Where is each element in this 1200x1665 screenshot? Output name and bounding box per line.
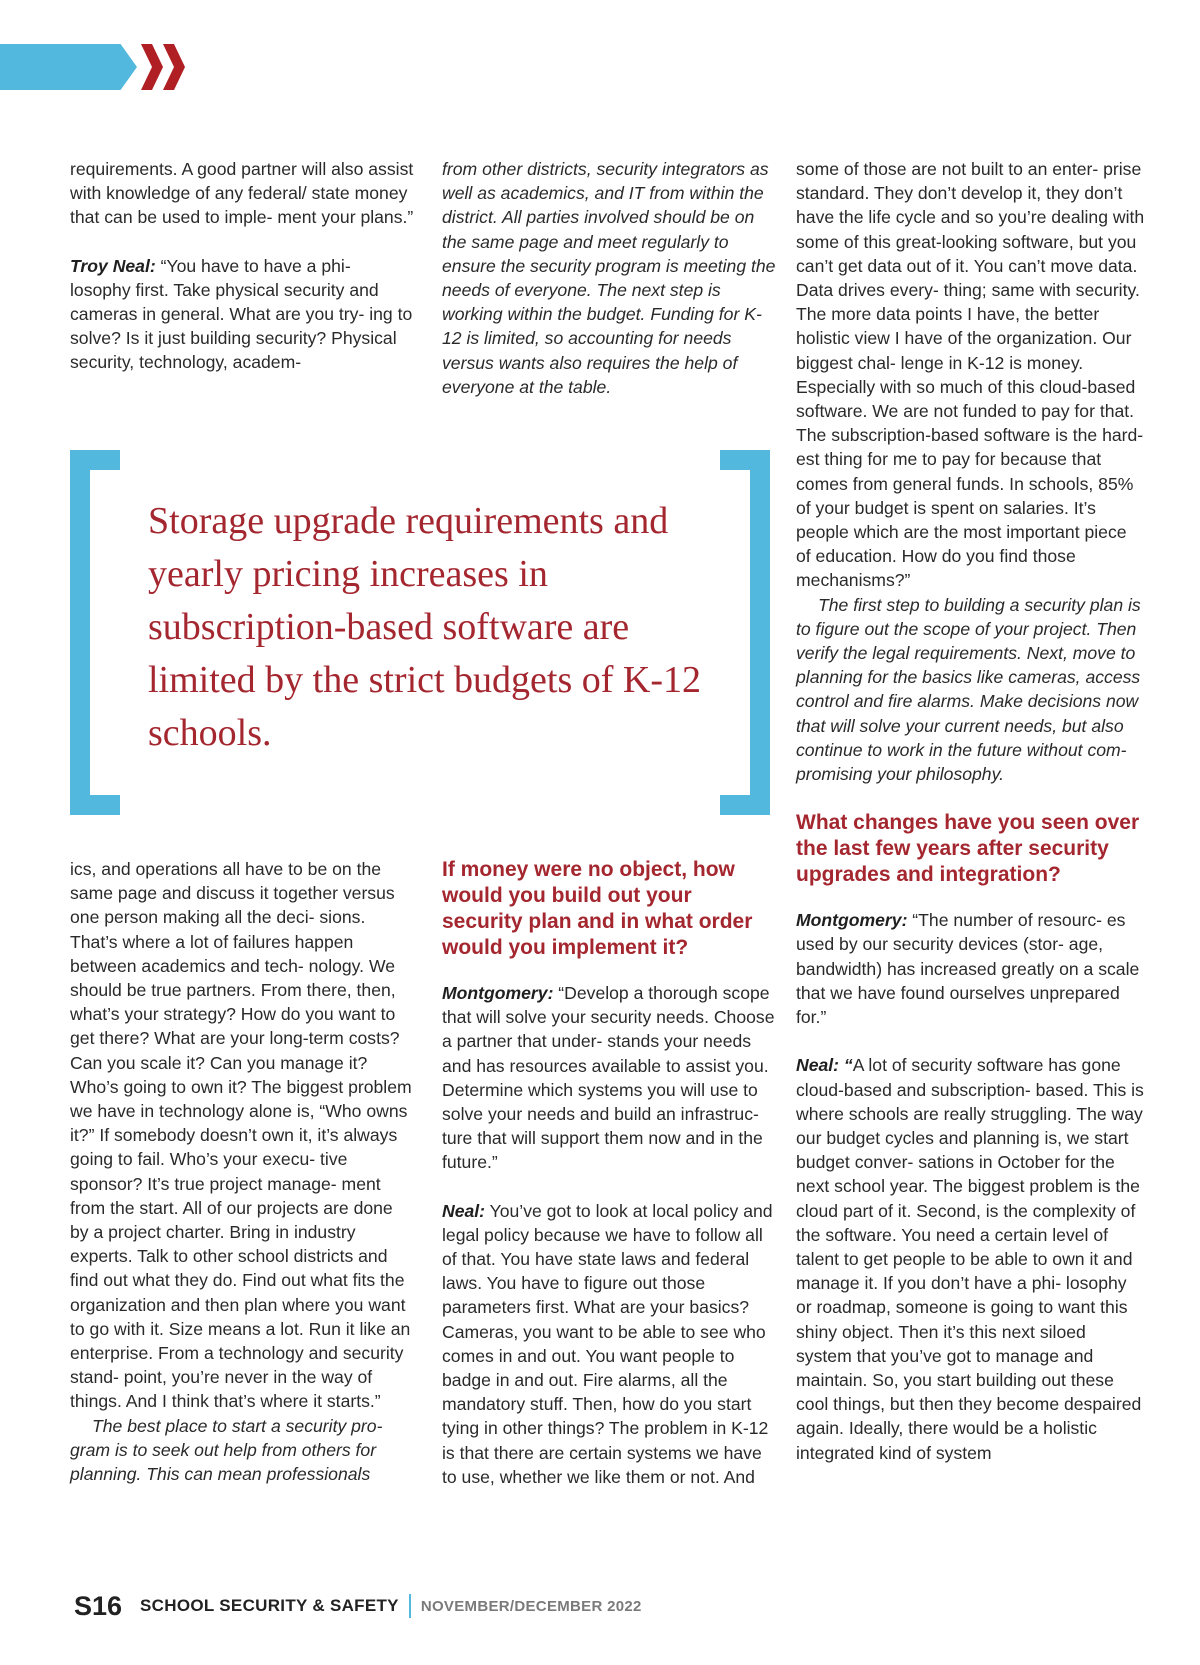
paragraph: ics, and operations all have to be on the same page and discuss it together versus one person making all the deci- sions. That’s where a lot of failures happen between academics and tech- nology. We should be true partners. From there, then, what’s your strategy? How do you want to get there? What are your long-term costs? Can you scale it? Can you manage it? Who’s going to own it? The biggest problem we have in technology alone is, “Who owns it?” If somebody doesn’t own it, it’s always going to fail. Who’s your execu- tive sponsor? It’s true project manage- ment from the start. All of our projects are done by a project charter. Bring in industry experts. Talk to other school districts and find out what they do. Find out what fits the organization and then plan where you want to go with it. Size means a lot. Run it like an enterprise. From a technology and security stand- point, you’re never in the way of things. And I think that’s where it starts.” — [70, 859, 412, 1412]
quote-text: A lot of security software has gone cloud-based and subscription- based. This is where schools are really struggling. The way our budget cycles and planning is, we start budget conver- sations in October for the next school year. The biggest problem is the cloud part of it. Second, is the complexity of the software. You need a certain level of talent to get people to be able to own it and manage it. If you don’t have a phi- losophy or roadmap, someone is going to want this shiny object. Then it’s this next siloed system that you’ve got to manage and maintain. So, you start building out these cool things, but then they become despaired again. Ideally, there would be a holistic integrated kind of system — [796, 1055, 1144, 1463]
column-1-top — [70, 157, 415, 375]
paragraph — [796, 908, 1146, 1029]
magazine-title: SCHOOL SECURITY & SAFETY — [140, 1596, 399, 1615]
paragraph: The first step to building a security plan is to figure out the scope of your project. Then verify the legal requirements. Next, move to planning for the basics like cameras, access control and fire alarms. Make decisions now that will solve your current needs, but also continue to work in the future without com- promising your philosophy. — [796, 594, 1141, 785]
speaker-name: Neal: “ — [796, 1055, 853, 1076]
paragraph — [442, 1199, 777, 1489]
footer-divider — [409, 1594, 411, 1618]
quote-text: “You have to have a phi- losophy first. Take physical security and cameras in general. What are you try- ing to solve? Is it just building security? Physical security, technology, academ- — [70, 255, 413, 373]
speaker-name: Troy Neal: — [70, 255, 156, 276]
page-number: S16 — [74, 1590, 123, 1621]
column-2-bottom — [442, 857, 777, 1489]
quote-text: “Develop a thorough scope that will solve your security needs. Choose a partner that under- stands your needs and has resources available to assist you. Determine which systems you will use to solve your needs and build an infrastruc- ture that will support them now and in the future.” — [442, 983, 775, 1173]
quote-text: “The number of resourc- es used by our security devices (stor- age, bandwidth) has increased greatly on a scale that we have found ourselves unprepared for.” — [796, 910, 1140, 1028]
paragraph: from other districts, security integrators as well as academics, and IT from within the district. All parties involved should be on the same page and meet regularly to ensure the security program is meeting the needs of everyone. The next step is working within the budget. Funding for K-12 is limited, so accounting for needs versus wants also requires the help of everyone at the table. — [442, 159, 776, 397]
paragraph — [796, 1053, 1146, 1464]
chevron-right-icon — [163, 44, 185, 90]
issue-date: NOVEMBER/DECEMBER 2022 — [420, 1597, 642, 1615]
section-heading: What changes have you seen over the last few years after security upgrades and integration? — [796, 811, 1140, 887]
pull-quote-text: Storage upgrade requirements and yearly pricing increases in subscription-based software are limited by the strict budgets of K-12 schools. — [148, 500, 702, 754]
paragraph — [70, 254, 415, 375]
quote-text: You’ve got to look at local policy and legal policy because we have to follow all of that. You have state laws and federal laws. You have to figure out those parameters first. What are your basics? Cameras, you want to be able to see who comes in and out. You want people to badge in and out. Fire alarms, all the mandatory stuff. Then, how do you start tying in other things? The problem in K-12 is that there are certain systems we have to use, whether we like them or not. And — [442, 1200, 773, 1487]
column-3 — [796, 157, 1146, 1465]
speaker-name: Montgomery: — [796, 910, 908, 931]
pull-quote — [70, 450, 770, 815]
paragraph — [442, 981, 777, 1175]
column-1-bottom — [70, 857, 415, 1486]
left-bracket — [70, 450, 120, 815]
speaker-name: Neal: — [442, 1200, 486, 1221]
paragraph: some of those are not built to an enter- prise standard. They don’t develop it, they don’t have the life cycle and so you’re dealing with some of this great-looking software, but you can’t get data out of it. You can’t move data. Data drives every- thing; same with security. The more data points I have, the better holistic view I have of the organization. Our biggest chal- lenge in K-12 is money. Especially with so much of this cloud-based software. We are not funded to pay for that. The subscription-based software is the hard- est thing for me to pay for because that comes from general funds. In schools, 85% of your budget is spent on salaries. It’s people which are the most important piece of education. How do you find those mechanisms?” — [796, 159, 1145, 591]
chevron-right-icon — [141, 44, 163, 90]
paragraph: The best place to start a security pro- gram is to seek out help from others for planning. This can mean professionals — [70, 1415, 383, 1485]
header-accent-bar — [0, 44, 137, 90]
page-footer — [74, 1586, 642, 1626]
speaker-name: Montgomery: — [442, 983, 554, 1003]
paragraph: requirements. A good partner will also assist with knowledge of any federal/ state money that can be used to imple- ment your plans.” — [70, 159, 414, 228]
column-2-top — [442, 157, 777, 399]
right-bracket — [720, 450, 770, 815]
section-heading: If money were no object, how would you build out your security plan and in what order would you implement it? — [442, 858, 753, 959]
